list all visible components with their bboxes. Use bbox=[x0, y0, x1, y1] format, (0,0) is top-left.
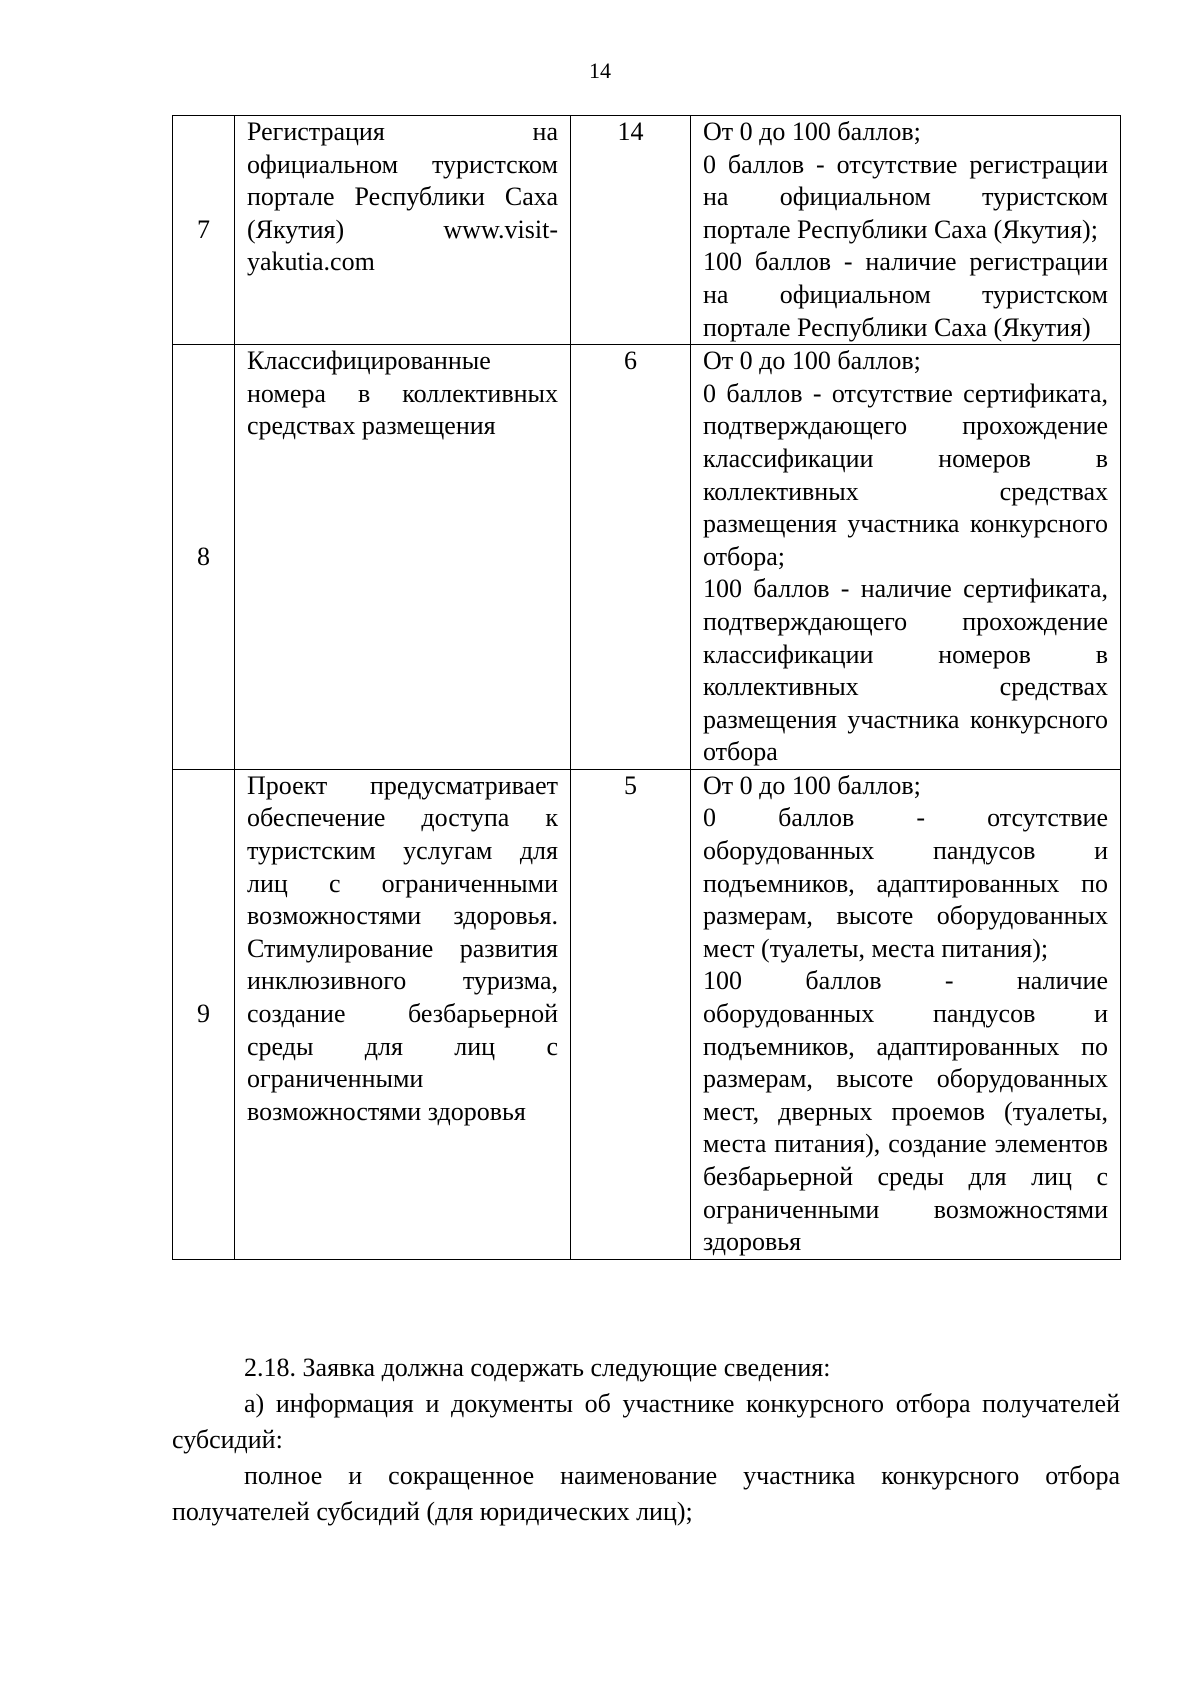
criterion-scoring bbox=[691, 345, 1121, 770]
criterion-weight: 14 bbox=[571, 116, 691, 345]
criterion-scoring bbox=[691, 116, 1121, 345]
table-row bbox=[173, 345, 1121, 770]
criterion-name: Классифицированные номера в коллективных средствах размещения bbox=[235, 345, 571, 770]
row-number: 9 bbox=[173, 769, 235, 1259]
criterion-scoring bbox=[691, 769, 1121, 1259]
scoring-line: От 0 до 100 баллов; bbox=[703, 770, 921, 800]
paragraph: а) информация и документы об участнике конкурсного отбора получателей субсидий: bbox=[172, 1389, 1120, 1454]
criteria-table bbox=[172, 115, 1121, 1260]
scoring-line: От 0 до 100 баллов; bbox=[703, 117, 921, 146]
scoring-line: 0 баллов - отсутствие сертификата, подтверждающего прохождение классификации номеров в коллективных средствах размещения участника конкурсного отбора; bbox=[703, 378, 1108, 571]
criterion-name: Регистрация на официальном туристском портале Республики Саха (Якутия) www.visit-yakutia.com bbox=[235, 116, 571, 345]
criterion-weight: 6 bbox=[571, 345, 691, 770]
scoring-line: 0 баллов - отсутствие оборудованных пандусов и подъемников, адаптированных по размерам, высоте оборудованных мест (туалеты, места питания); bbox=[703, 803, 1108, 963]
scoring-line: 100 баллов - наличие сертификата, подтверждающего прохождение классификации номеров в коллективных средствах размещения участника конкурсного отбора bbox=[703, 574, 1108, 767]
application-requirements bbox=[172, 1350, 1120, 1530]
row-number: 8 bbox=[173, 345, 235, 770]
table-row bbox=[173, 769, 1121, 1259]
paragraph: 2.18. Заявка должна содержать следующие сведения: bbox=[244, 1353, 831, 1382]
criterion-weight: 5 bbox=[571, 769, 691, 1259]
criterion-name: Проект предусматривает обеспечение доступа к туристским услугам для лиц с ограниченными возможностями здоровья. Стимулирование развития инклюзивного туризма, создание безбарьерной среды для лиц с ограниченными возможностями здоровья bbox=[235, 769, 571, 1259]
paragraph: полное и сокращенное наименование участника конкурсного отбора получателей субсидий (для юридических лиц); bbox=[172, 1461, 1120, 1526]
scoring-line: 0 баллов - отсутствие регистрации на официальном туристском портале Республики Саха (Якутия); bbox=[703, 149, 1108, 244]
scoring-line: 100 баллов - наличие регистрации на официальном туристском портале Республики Саха (Якутия) bbox=[703, 247, 1108, 342]
page-number: 14 bbox=[589, 58, 611, 83]
row-number: 7 bbox=[173, 116, 235, 345]
table-row bbox=[173, 116, 1121, 345]
scoring-line: 100 баллов - наличие оборудованных пандусов и подъемников, адаптированных по размерам, высоте оборудованных мест, дверных проемов (туалеты, места питания), создание элементов безбарьерной среды для лиц с ограниченными возможностями здоровья bbox=[703, 966, 1108, 1257]
scoring-line: От 0 до 100 баллов; bbox=[703, 346, 921, 376]
